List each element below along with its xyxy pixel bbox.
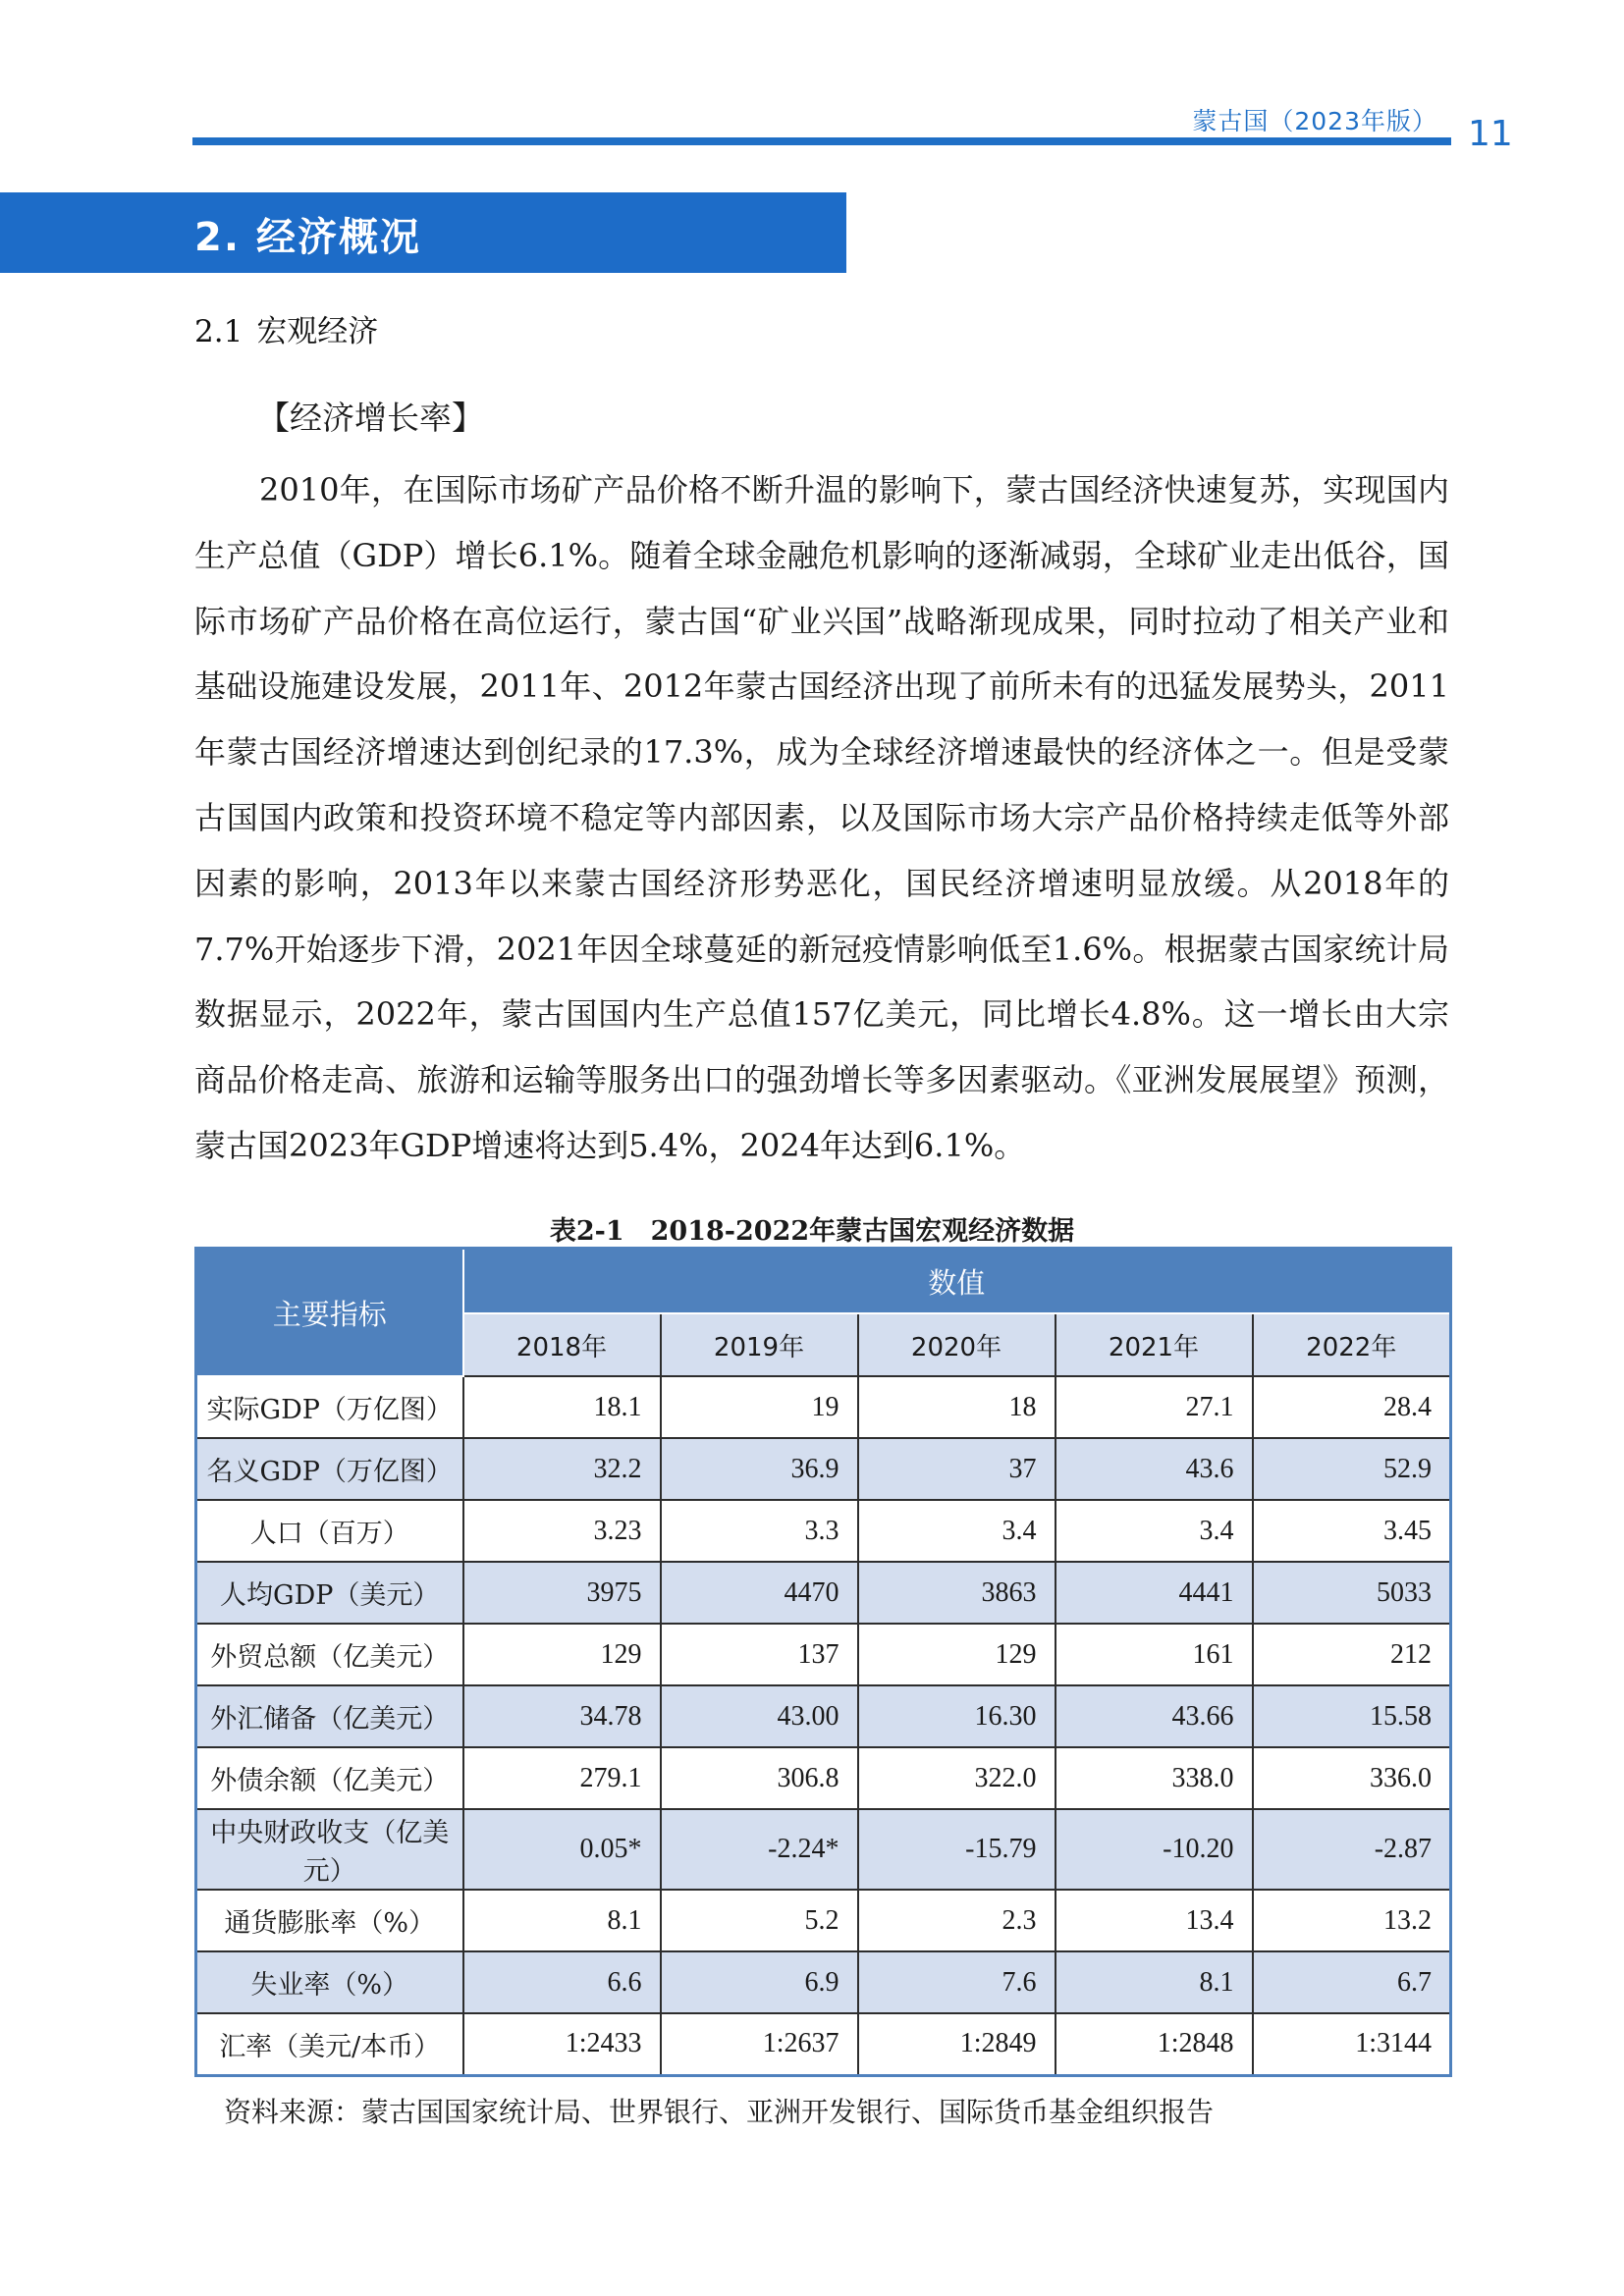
value-cell: 2.3 bbox=[858, 1890, 1056, 1951]
year-header-cell: 2021年 bbox=[1056, 1313, 1253, 1376]
source-note: 资料来源：蒙古国国家统计局、世界银行、亚洲开发银行、国际货币基金组织报告 bbox=[224, 2096, 1215, 2128]
indicator-label: 外债余额（亿美元） bbox=[196, 1747, 463, 1809]
value-cell: 6.9 bbox=[661, 1951, 858, 2013]
table-row bbox=[196, 1562, 1451, 1624]
value-cell: 129 bbox=[463, 1624, 661, 1685]
value-cell: 3.45 bbox=[1253, 1500, 1451, 1562]
value-cell: 32.2 bbox=[463, 1438, 661, 1500]
year-header-cell: 2020年 bbox=[858, 1313, 1056, 1376]
indicator-label: 通货膨胀率（%） bbox=[196, 1890, 463, 1951]
value-cell: 1:2433 bbox=[463, 2013, 661, 2075]
section-title: 2. 经济概况 bbox=[194, 215, 421, 260]
value-cell: 0.05* bbox=[463, 1809, 661, 1890]
value-cell: 4441 bbox=[1056, 1562, 1253, 1624]
value-cell: 6.7 bbox=[1253, 1951, 1451, 2013]
value-cell: 306.8 bbox=[661, 1747, 858, 1809]
value-cell: 37 bbox=[858, 1438, 1056, 1500]
value-cell: 161 bbox=[1056, 1624, 1253, 1685]
indicator-label: 外汇储备（亿美元） bbox=[196, 1685, 463, 1747]
table-row bbox=[196, 1500, 1451, 1562]
table-row bbox=[196, 1747, 1451, 1809]
value-cell: 3.3 bbox=[661, 1500, 858, 1562]
row-header-cell: 主要指标 bbox=[196, 1249, 463, 1377]
value-cell: 322.0 bbox=[858, 1747, 1056, 1809]
section-banner bbox=[0, 192, 846, 273]
value-cell: 52.9 bbox=[1253, 1438, 1451, 1500]
value-header-cell: 数值 bbox=[463, 1249, 1451, 1314]
value-cell: 27.1 bbox=[1056, 1376, 1253, 1438]
body-paragraph: 2010年，在国际市场矿产品价格不断升温的影响下，蒙古国经济快速复苏，实现国内生产总值（GDP）增长6.1%。随着全球金融危机影响的逐渐减弱，全球矿业走出低谷，国际市场矿产品价格在高位运行，蒙古国“矿业兴国”战略渐现成果，同时拉动了相关产业和基础设施建设发展，2011年、2012年蒙古国经济出现了前所未有的迅猛发展势头，2011年蒙古国经济增速达到创纪录的17.3%，成为全球经济增速最快的经济体之一。但是受蒙古国国内政策和投资环境不稳定等内部因素，以及国际市场大宗产品价格持续走低等外部因素的影响，2013年以来蒙古国经济形势恶化，国民经济增速明显放缓。从2018年的7.7%开始逐步下滑，2021年因全球蔓延的新冠疫情影响低至1.6%。根据蒙古国家统计局数据显示，2022年，蒙古国国内生产总值157亿美元，同比增长4.8%。这一增长由大宗商品价格走高、旅游和运输等服务出口的强劲增长等多因素驱动。《亚洲发展展望》预测，蒙古国2023年GDP增速将达到5.4%，2024年达到6.1%。 bbox=[194, 471, 1449, 1164]
value-cell: 13.2 bbox=[1253, 1890, 1451, 1951]
table-row bbox=[196, 1890, 1451, 1951]
indicator-label: 名义GDP（万亿图） bbox=[196, 1438, 463, 1500]
value-cell: 1:3144 bbox=[1253, 2013, 1451, 2075]
value-cell: 8.1 bbox=[1056, 1951, 1253, 2013]
value-cell: 43.6 bbox=[1056, 1438, 1253, 1500]
table-row bbox=[196, 1951, 1451, 2013]
value-cell: 5.2 bbox=[661, 1890, 858, 1951]
value-cell: 336.0 bbox=[1253, 1747, 1451, 1809]
value-cell: 1:2848 bbox=[1056, 2013, 1253, 2075]
indicator-label: 人口（百万） bbox=[196, 1500, 463, 1562]
subsection-title: 宏观经济 bbox=[256, 314, 379, 349]
macro-economic-table bbox=[194, 1247, 1452, 2077]
value-cell: 3.23 bbox=[463, 1500, 661, 1562]
value-cell: 28.4 bbox=[1253, 1376, 1451, 1438]
subsection-number: 2.1 bbox=[194, 314, 244, 349]
paragraph-heading: 【经济增长率】 bbox=[257, 399, 484, 437]
value-cell: 4470 bbox=[661, 1562, 858, 1624]
table-row bbox=[196, 1438, 1451, 1500]
value-cell: 137 bbox=[661, 1624, 858, 1685]
value-cell: -2.87 bbox=[1253, 1809, 1451, 1890]
value-cell: 1:2637 bbox=[661, 2013, 858, 2075]
year-header-cell: 2019年 bbox=[661, 1313, 858, 1376]
table-caption: 表2-1 2018-2022年蒙古国宏观经济数据 bbox=[549, 1216, 1075, 1247]
value-cell: 7.6 bbox=[858, 1951, 1056, 2013]
indicator-label: 外贸总额（亿美元） bbox=[196, 1624, 463, 1685]
value-cell: 8.1 bbox=[463, 1890, 661, 1951]
value-cell: 6.6 bbox=[463, 1951, 661, 2013]
indicator-label: 人均GDP（美元） bbox=[196, 1562, 463, 1624]
value-cell: 36.9 bbox=[661, 1438, 858, 1500]
value-cell: 3.4 bbox=[858, 1500, 1056, 1562]
value-cell: 43.00 bbox=[661, 1685, 858, 1747]
indicator-label: 汇率（美元/本币） bbox=[196, 2013, 463, 2075]
table-row bbox=[196, 1624, 1451, 1685]
value-cell: 129 bbox=[858, 1624, 1056, 1685]
running-title: 蒙古国（2023年版） bbox=[1192, 107, 1437, 135]
value-cell: 3.4 bbox=[1056, 1500, 1253, 1562]
value-cell: 3863 bbox=[858, 1562, 1056, 1624]
value-cell: 19 bbox=[661, 1376, 858, 1438]
value-cell: 34.78 bbox=[463, 1685, 661, 1747]
value-cell: 1:2849 bbox=[858, 2013, 1056, 2075]
value-cell: 16.30 bbox=[858, 1685, 1056, 1747]
value-cell: 338.0 bbox=[1056, 1747, 1253, 1809]
value-cell: 15.58 bbox=[1253, 1685, 1451, 1747]
table-row bbox=[196, 1685, 1451, 1747]
value-cell: 13.4 bbox=[1056, 1890, 1253, 1951]
value-cell: -2.24* bbox=[661, 1809, 858, 1890]
value-cell: 43.66 bbox=[1056, 1685, 1253, 1747]
table-row bbox=[196, 1809, 1451, 1890]
value-cell: 18 bbox=[858, 1376, 1056, 1438]
value-cell: 212 bbox=[1253, 1624, 1451, 1685]
table-row bbox=[196, 1376, 1451, 1438]
indicator-label: 失业率（%） bbox=[196, 1951, 463, 2013]
year-header-cell: 2022年 bbox=[1253, 1313, 1451, 1376]
value-cell: 5033 bbox=[1253, 1562, 1451, 1624]
value-cell: 18.1 bbox=[463, 1376, 661, 1438]
value-cell: 279.1 bbox=[463, 1747, 661, 1809]
value-cell: -15.79 bbox=[858, 1809, 1056, 1890]
page-number: 11 bbox=[1468, 114, 1513, 154]
indicator-label: 实际GDP（万亿图） bbox=[196, 1376, 463, 1438]
header-rule bbox=[192, 137, 1451, 145]
value-cell: 3975 bbox=[463, 1562, 661, 1624]
value-cell: -10.20 bbox=[1056, 1809, 1253, 1890]
year-header-cell: 2018年 bbox=[463, 1313, 661, 1376]
subsection-heading bbox=[194, 306, 378, 350]
indicator-label: 中央财政收支（亿美元） bbox=[196, 1809, 463, 1890]
table-row bbox=[196, 2013, 1451, 2075]
